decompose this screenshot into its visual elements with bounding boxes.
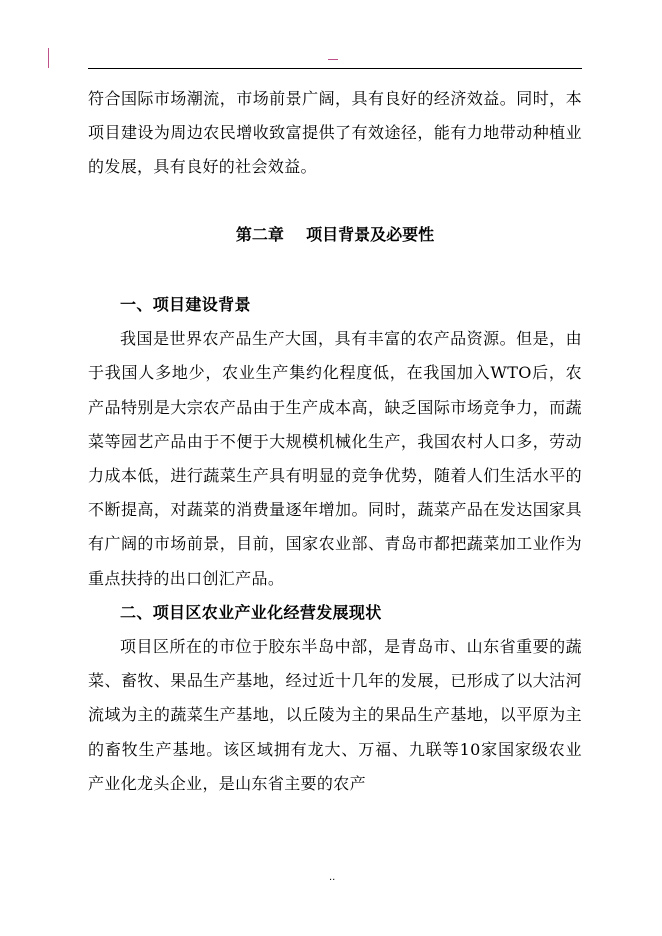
- intro-block: [88, 82, 582, 185]
- section-paragraph: 我国是世界农产品生产大国，具有丰富的农产品资源。但是，由于我国人多地少，农业生产集约化程度低，在我国加入WTO后，农产品特别是大宗农产品由于生产成本高，缺乏国际市场竞争力，而蔬菜等园艺产品由于不便于大规模机械化生产，我国农村人口多，劳动力成本低，进行蔬菜生产具有明显的竞争优势，随着人们生活水平的不断提高，对蔬菜的消费量逐年增加。同时，蔬菜产品在发达国家具有广阔的市场前景，目前，国家农业部、青岛市都把蔬菜加工业作为重点扶持的出口创汇产品。: [88, 329, 582, 588]
- section-paragraph: 项目区所在的市位于胶东半岛中部，是青岛市、山东省重要的蔬菜、畜牧、果品生产基地，经过近十几年的发展，已形成了以大沽河流域为主的蔬菜生产基地，以丘陵为主的果品生产基地，以平原为主的畜牧生产基地。该区域拥有龙大、万福、九联等10家国家级农业产业化龙头企业，是山东省主要的农产: [88, 637, 582, 793]
- header-mark: [328, 59, 338, 60]
- crop-mark: [48, 48, 49, 68]
- chapter-title: 第二章 项目背景及必要性: [235, 225, 435, 244]
- section-heading: 一、项目建设背景: [120, 295, 251, 314]
- intro-paragraph: 符合国际市场潮流，市场前景广阔，具有良好的经济效益。同时，本项目建设为周边农民增收致富提供了有效途径，能有力地带动种植业的发展，具有良好的社会效益。: [88, 89, 582, 177]
- header-rule: [88, 68, 582, 69]
- section-1: [88, 288, 582, 801]
- section-heading: 二、项目区农业产业化经营发展现状: [120, 602, 382, 622]
- footer-mark: ..: [329, 872, 336, 883]
